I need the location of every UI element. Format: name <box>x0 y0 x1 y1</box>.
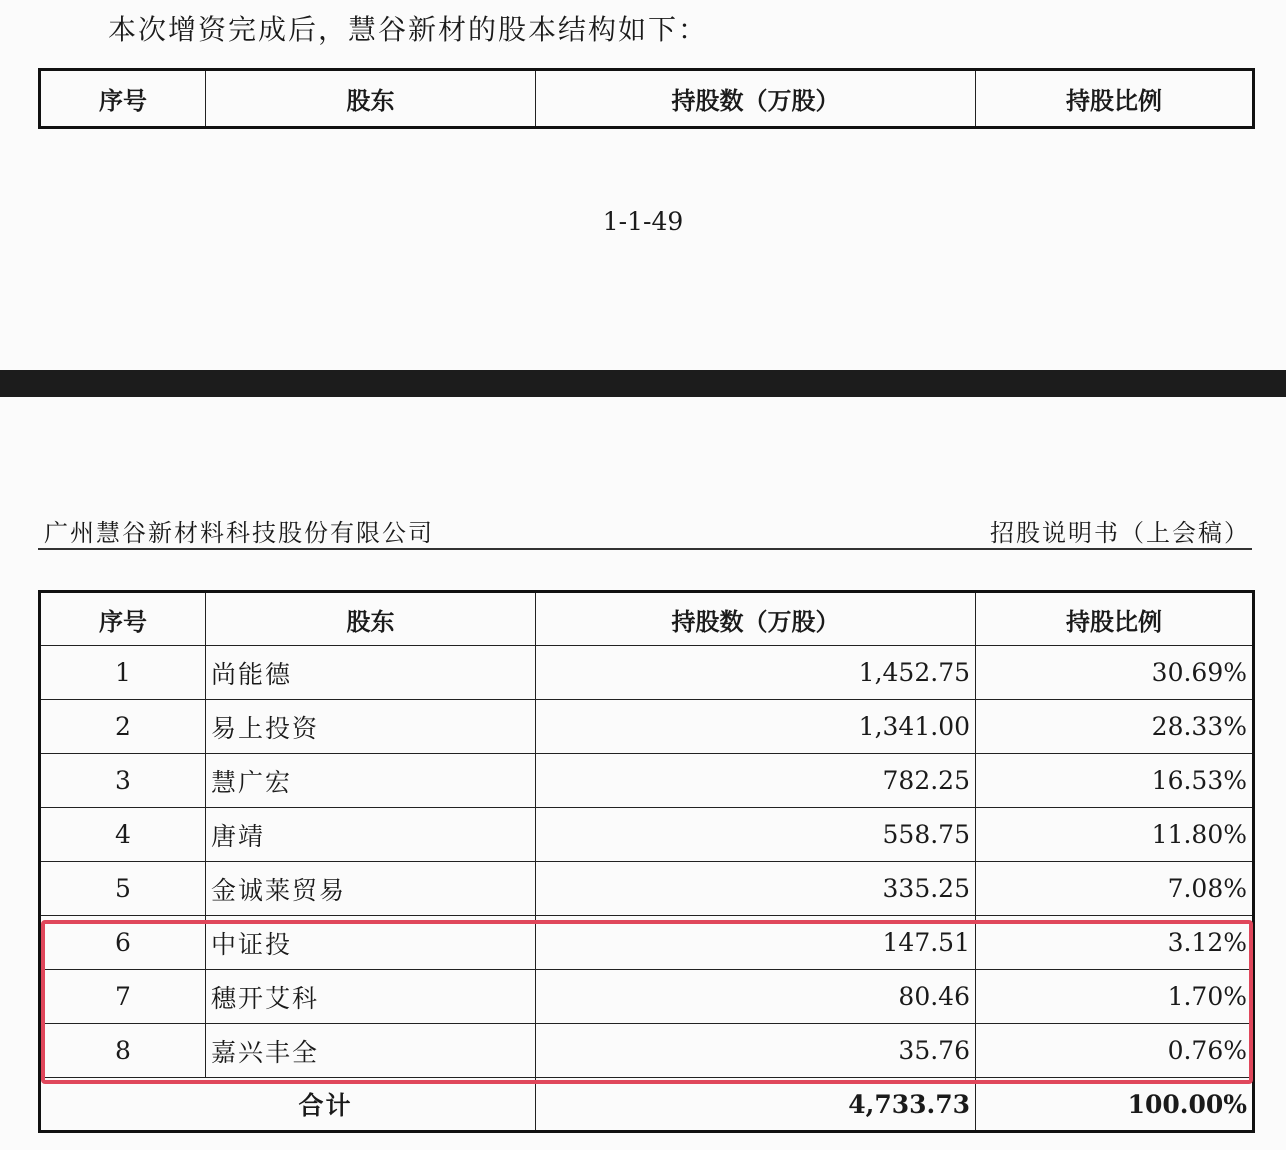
row-serial: 7 <box>40 970 206 1024</box>
row-ratio: 16.53% <box>976 754 1254 808</box>
header-ratio: 持股比例 <box>976 70 1254 128</box>
row-shareholder: 金诚莱贸易 <box>206 862 536 916</box>
row-serial: 2 <box>40 700 206 754</box>
intro-text: 本次增资完成后，慧谷新材的股本结构如下： <box>108 13 709 46</box>
row-serial: 6 <box>40 916 206 970</box>
total-ratio: 100.00% <box>976 1078 1254 1132</box>
row-shareholder: 慧广宏 <box>206 754 536 808</box>
row-shares: 80.46 <box>536 970 976 1024</box>
row-shareholder: 中证投 <box>206 916 536 970</box>
row-shares: 147.51 <box>536 916 976 970</box>
running-header-doc-title: 招股说明书（上会稿） <box>990 519 1250 547</box>
row-ratio: 30.69% <box>976 646 1254 700</box>
row-shareholder: 唐靖 <box>206 808 536 862</box>
table-row <box>40 1024 1254 1078</box>
header-shareholder: 股东 <box>206 592 536 646</box>
row-shareholder: 嘉兴丰全 <box>206 1024 536 1078</box>
row-ratio: 7.08% <box>976 862 1254 916</box>
page-divider <box>0 370 1286 397</box>
header-serial: 序号 <box>40 70 206 128</box>
row-shareholder: 穗开艾科 <box>206 970 536 1024</box>
row-shareholder: 易上投资 <box>206 700 536 754</box>
row-shares: 558.75 <box>536 808 976 862</box>
table-row <box>40 754 1254 808</box>
header-serial: 序号 <box>40 592 206 646</box>
table-row <box>40 862 1254 916</box>
row-serial: 1 <box>40 646 206 700</box>
table-header-row <box>40 70 1254 128</box>
total-label: 合计 <box>40 1078 536 1132</box>
row-ratio: 28.33% <box>976 700 1254 754</box>
row-ratio: 1.70% <box>976 970 1254 1024</box>
table-row <box>40 646 1254 700</box>
header-shares: 持股数（万股） <box>536 70 976 128</box>
table-row <box>40 916 1254 970</box>
shareholding-table <box>38 590 1255 1133</box>
table-header-page-1 <box>38 68 1255 129</box>
row-serial: 4 <box>40 808 206 862</box>
row-ratio: 0.76% <box>976 1024 1254 1078</box>
row-shares: 782.25 <box>536 754 976 808</box>
row-serial: 3 <box>40 754 206 808</box>
total-row <box>40 1078 1254 1132</box>
row-shares: 35.76 <box>536 1024 976 1078</box>
row-shareholder: 尚能德 <box>206 646 536 700</box>
header-shares: 持股数（万股） <box>536 592 976 646</box>
row-shares: 1,341.00 <box>536 700 976 754</box>
row-serial: 8 <box>40 1024 206 1078</box>
row-shares: 1,452.75 <box>536 646 976 700</box>
header-ratio: 持股比例 <box>976 592 1254 646</box>
running-header-company: 广州慧谷新材料科技股份有限公司 <box>44 519 434 547</box>
header-rule <box>38 548 1252 550</box>
table-row <box>40 970 1254 1024</box>
total-shares: 4,733.73 <box>536 1078 976 1132</box>
table-header-row <box>40 592 1254 646</box>
row-ratio: 11.80% <box>976 808 1254 862</box>
header-shareholder: 股东 <box>206 70 536 128</box>
row-shares: 335.25 <box>536 862 976 916</box>
table-row <box>40 808 1254 862</box>
row-ratio: 3.12% <box>976 916 1254 970</box>
page-number: 1-1-49 <box>602 207 684 236</box>
table-row <box>40 700 1254 754</box>
row-serial: 5 <box>40 862 206 916</box>
